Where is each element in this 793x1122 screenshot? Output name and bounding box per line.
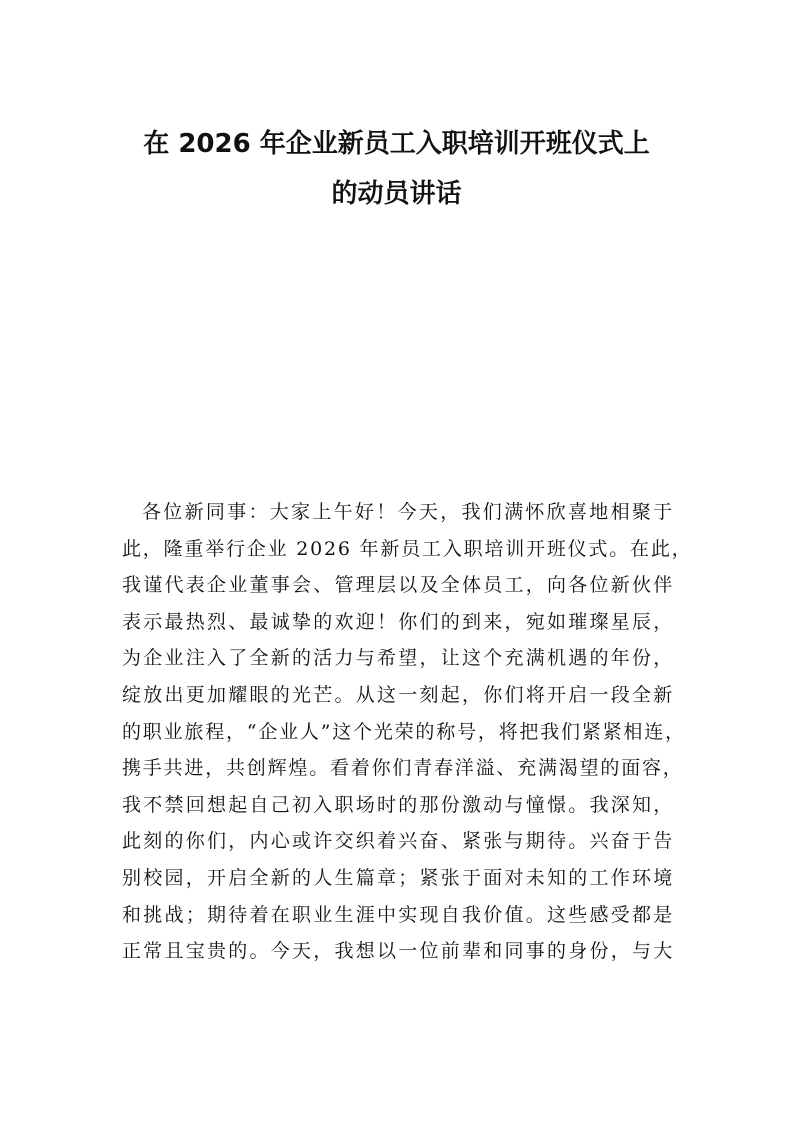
document-title-line-2: 的动员讲话 — [331, 179, 462, 209]
body-line: 别校园，开启全新的人生篇章；紧张于面对未知的工作环境 — [122, 866, 674, 889]
body-line: 和挑战；期待着在职业生涯中实现自我价值。这些感受都是 — [122, 903, 674, 926]
body-line: 的职业旅程，“企业人”这个光荣的称号，将把我们紧紧相连， — [122, 720, 686, 743]
body-line: 此，隆重举行企业 2026 年新员工入职培训开班仪式。在此， — [122, 537, 693, 560]
document-title-line-1: 在 2026 年企业新员工入职培训开班仪式上 — [143, 129, 650, 159]
body-line: 绽放出更加耀眼的光芒。从这一刻起，你们将开启一段全新 — [122, 683, 674, 706]
speech-body — [122, 494, 693, 970]
body-line: 表示最热烈、最诚挚的欢迎！你们的到来，宛如璀璨星辰， — [122, 610, 674, 633]
body-line: 各位新同事：大家上午好！今天，我们满怀欣喜地相聚于 — [142, 501, 674, 523]
body-line: 正常且宝贵的。今天，我想以一位前辈和同事的身份，与大 — [122, 940, 674, 963]
body-line: 我不禁回想起自己初入职场时的那份激动与憧憬。我深知， — [122, 793, 674, 816]
body-line: 为企业注入了全新的活力与希望，让这个充满机遇的年份， — [122, 647, 674, 670]
body-line: 此刻的你们，内心或许交织着兴奋、紧张与期待。兴奋于告 — [122, 830, 674, 853]
body-line: 携手共进，共创辉煌。看着你们青春洋溢、充满渴望的面容， — [122, 757, 684, 780]
body-line: 我谨代表企业董事会、管理层以及全体员工，向各位新伙伴 — [122, 574, 674, 597]
